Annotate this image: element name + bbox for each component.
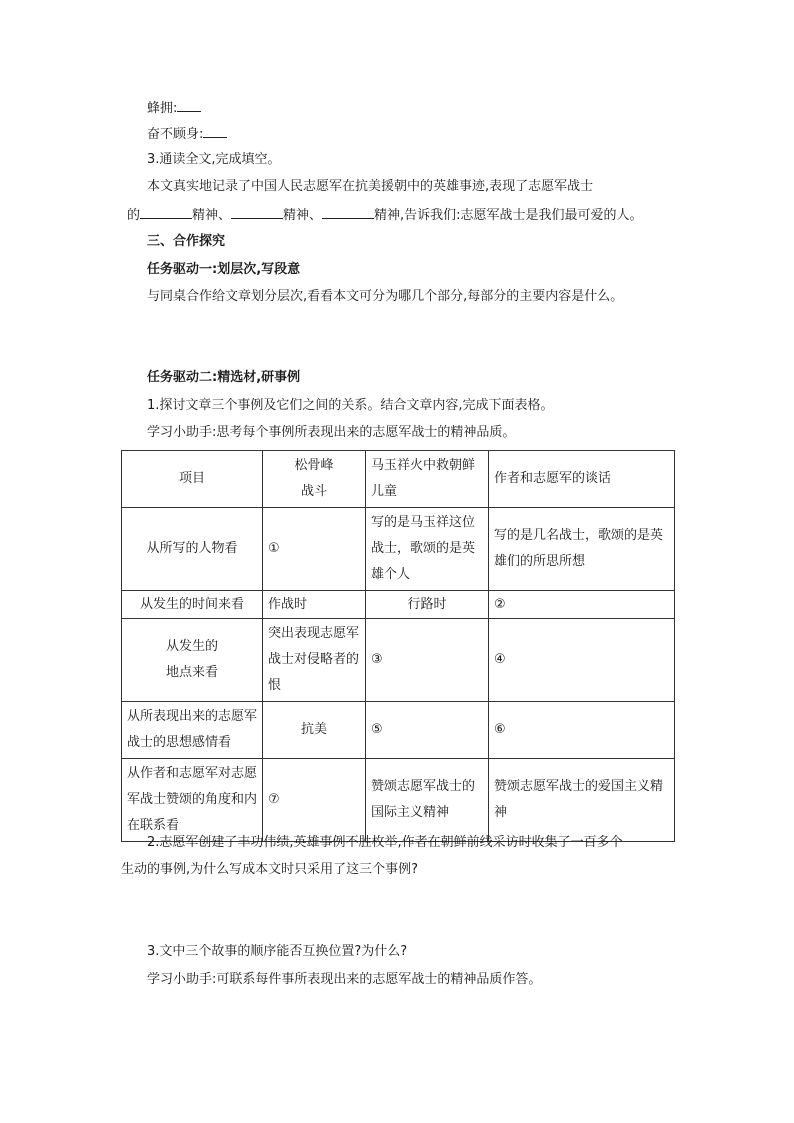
- answer-cell[interactable]: ⑦: [263, 759, 366, 842]
- row-label: 从发生的时间来看: [122, 591, 263, 619]
- task-2-question-2-line1: 2.志愿军创建了丰功伟绩,英雄事例不胜枚举,作者在朝鲜前线采访时收集了一百多个: [147, 835, 623, 850]
- table-cell: 写的是马玉祥这位战士，歌颂的是英雄个人: [366, 508, 489, 591]
- answer-blank[interactable]: [140, 205, 192, 219]
- section-heading: 三、合作探究: [147, 234, 226, 249]
- table-row: [122, 702, 675, 759]
- table-row: [122, 759, 675, 842]
- comparison-table: [121, 450, 675, 842]
- fill-paragraph-line2: 的 精神、 精神、 精神,告诉我们:志愿军战士是我们最可爱的人。: [127, 205, 643, 225]
- table-cell: 突出表现志愿军战士对侵略者的恨: [263, 619, 366, 702]
- task-2-question-2-line2: 生动的事例,为什么写成本文时只采用了这三个事例?: [121, 862, 419, 877]
- header-cell: 马玉祥火中救朝鲜儿童: [366, 451, 489, 508]
- table-header-row: [122, 451, 675, 508]
- table-cell: 赞颂志愿军战士的国际主义精神: [366, 759, 489, 842]
- row-label: 从发生的 地点来看: [122, 619, 263, 702]
- task-2-question-3-helper: 学习小助手:可联系每件事所表现出来的志愿军战士的精神品质作答。: [147, 972, 542, 987]
- table-cell: 行路时: [366, 591, 489, 619]
- answer-cell[interactable]: ③: [366, 619, 489, 702]
- table-row: [122, 619, 675, 702]
- task-1-instruction: 与同桌合作给文章划分层次,看看本文可分为哪几个部分,每部分的主要内容是什么。: [147, 289, 624, 304]
- fill-paragraph-line1: 本文真实地记录了中国人民志愿军在抗美援朝中的英雄事迹,表现了志愿军战士: [147, 179, 594, 194]
- answer-cell[interactable]: ④: [489, 619, 675, 702]
- table-cell: 抗美: [263, 702, 366, 759]
- table-row: [122, 508, 675, 591]
- header-cell: 松骨峰 战斗: [263, 451, 366, 508]
- row-label: 从作者和志愿军对志愿军战士赞颂的角度和内在联系看: [122, 759, 263, 842]
- task-2-question-3: 3.文中三个故事的顺序能否互换位置?为什么?: [147, 944, 408, 959]
- table-cell: 写的是几名战士，歌颂的是英雄们的所思所想: [489, 508, 675, 591]
- answer-cell[interactable]: ①: [263, 508, 366, 591]
- header-cell: 项目: [122, 451, 263, 508]
- answer-cell[interactable]: ②: [489, 591, 675, 619]
- vocab-yongyong: 蜂拥:: [147, 98, 201, 118]
- task-2-question-1: 1.探讨文章三个事例及它们之间的关系。结合文章内容,完成下面表格。: [147, 398, 554, 413]
- vocab-fenbugushen: 奋不顾身:: [147, 124, 227, 144]
- row-label: 从所写的人物看: [122, 508, 263, 591]
- task-1-heading: 任务驱动一:划层次,写段意: [147, 262, 301, 277]
- header-cell: 作者和志愿军的谈话: [489, 451, 675, 508]
- table-cell: 作战时: [263, 591, 366, 619]
- task-2-heading: 任务驱动二:精选材,研事例: [147, 370, 301, 385]
- answer-blank[interactable]: [177, 98, 201, 112]
- answer-blank[interactable]: [203, 124, 227, 138]
- answer-cell[interactable]: ⑥: [489, 702, 675, 759]
- question-3-label: 3.通读全文,完成填空。: [147, 152, 281, 167]
- table-row: [122, 591, 675, 619]
- answer-cell[interactable]: ⑤: [366, 702, 489, 759]
- row-label: 从所表现出来的志愿军战士的思想感情看: [122, 702, 263, 759]
- task-2-helper: 学习小助手:思考每个事例所表现出来的志愿军战士的精神品质。: [147, 425, 516, 440]
- table-cell: 赞颂志愿军战士的爱国主义精神: [489, 759, 675, 842]
- answer-blank[interactable]: [231, 205, 283, 219]
- answer-blank[interactable]: [322, 205, 374, 219]
